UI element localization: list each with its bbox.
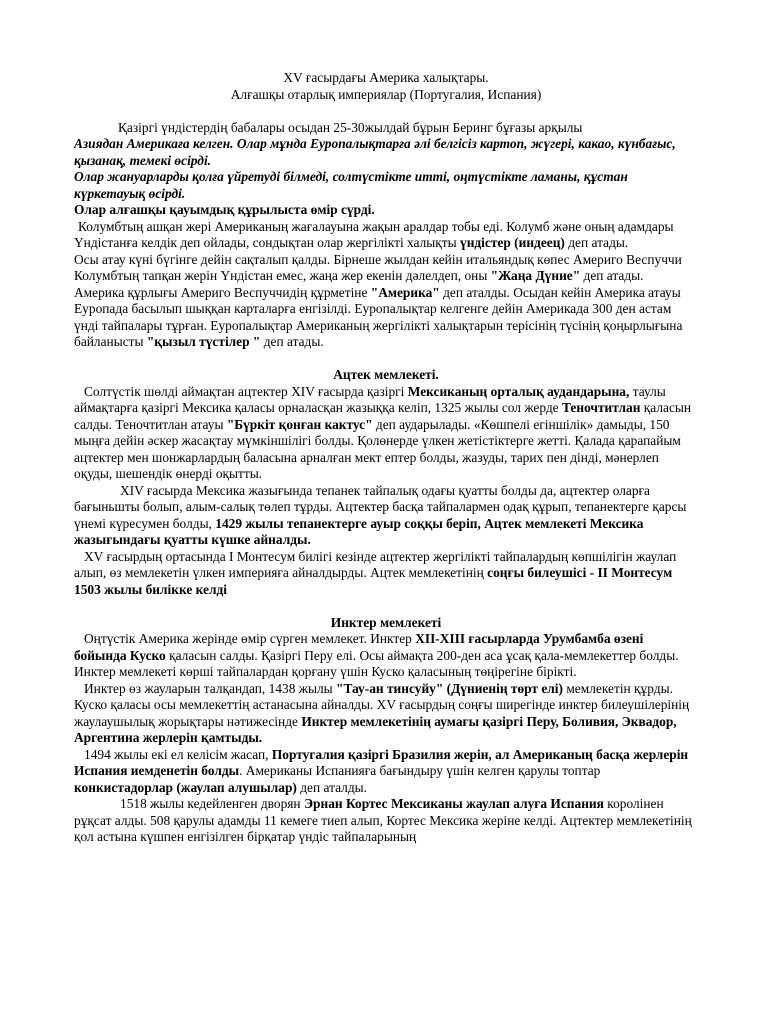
text-run: "Жаңа Дүние" xyxy=(490,268,581,283)
text-run: Олар жануарларды қолға үйретуді білмеді, солтүстікте итті, оңтүстікте ламаны, құстан күркетауық өсірді. xyxy=(74,169,628,201)
text-run: Инктер мемлекетінің аумағы қазіргі Перу, Боливия, Эквадор, Аргентина жерлерін қамтыды. xyxy=(74,713,677,745)
aztec-heading xyxy=(74,367,698,384)
columbus-paragraph xyxy=(74,219,698,252)
text-run: 1494 жылы екі ел келісім жасап, xyxy=(84,746,272,762)
text-run: "Америка" xyxy=(370,284,440,300)
text-run: Америка құрлығы Америго Веспуччидің құрметіне xyxy=(74,284,371,300)
text-run: Олар алғашқы қауымдық құрылыста өмір сүрді. xyxy=(74,202,375,217)
text-run: Инктер мемлекеті xyxy=(330,614,442,630)
columbus-paragraph-2 xyxy=(74,252,698,285)
text-run: Ацтек мемлекеті. xyxy=(333,367,439,382)
text-run: деп атады. xyxy=(564,235,629,250)
text-run: Қазіргі үндістердің бабалары осыдан 25-30жылдай бұрын Беринг бұғазы арқылы xyxy=(118,119,583,135)
columbus-paragraph-3 xyxy=(74,285,698,351)
inca-paragraph-3 xyxy=(74,747,698,797)
intro-paragraph-2 xyxy=(74,169,698,202)
document-page xyxy=(74,70,698,846)
text-run: XIV ғасырда Мексика жазығында тепанек тайпалық одағы қуатты болды да, ацтектер оларға бағыньшты болып, алым-салық төлеп тұрды. Ацтектер басқа тайпалармен одақ құрып, тепанектерге қарсы үнемі күресумен болды, xyxy=(74,482,687,531)
text-run: 1518 жылы кедейленген дворян xyxy=(120,796,304,811)
text-run: "Бүркіт қонған кактус" xyxy=(226,416,373,432)
document-title: XV ғасырдағы Америка халықтары. xyxy=(283,70,489,85)
aztec-paragraph-2 xyxy=(74,483,698,549)
text-run: королінен рұқсат алды. 508 қарулы адамды 11 кемеге тиеп алып, Кортес Мексика жеріне келді. Ацтектер мемлекетінің қол астына күшпен енгізілген бірқатар үндіс тайпаларының xyxy=(74,796,692,844)
text-run: Колумбтың ашқан жері Американың жағалауына жақын аралдар тобы еді. Колумб және оның адамдары Үндістанға келдік деп ойлады, сондықтан олар жергілікті халықты xyxy=(74,218,674,250)
aztec-paragraph-3 xyxy=(74,549,698,599)
text-run: Осы атау күні бүгінге дейін сақталып қалды. Бірнеше жылдан кейін итальяндық көпес Америго Веспуччи Колумбтың тапқан жерін Үндістан емес, жаңа жер екенін дәлелдеп, оны xyxy=(74,251,682,283)
inca-paragraph-2 xyxy=(74,681,698,747)
text-run: таулы аймақтарға қазіргі Мексика қаласы орналасқан жазыққа келіп, 1325 жылы сол жерде xyxy=(74,383,666,415)
inca-paragraph-4 xyxy=(74,796,698,846)
text-run: мемлекетін құрды. Куско қаласы осы мемлекеттің астанасына айналды. XV ғасырдың соңғы ширегінде инктер билеушілерінің жаулаушылық жорықтары нәтижесінде xyxy=(74,680,690,729)
text-run: Португалия қазіргі Бразилия жерін, ал Американың басқа жерлерін Испания иемденетін болды xyxy=(74,746,689,778)
text-run: деп аталды. Осыдан кейін Америка атауы Еуропада басылып шыққан карталарға енгізілді. Еуропалықтар келгенге дейін Америкада 300 ден астам үнді тайпалары тұрған. Еуропалықтар Американың жергілікті халықтарын терісінің түсінің қоңырлығына байланысты xyxy=(74,284,683,349)
intro-paragraph xyxy=(74,120,698,170)
aztec-paragraph xyxy=(74,384,698,483)
intro-paragraph-3 xyxy=(74,202,698,219)
inca-paragraph xyxy=(74,631,698,681)
text-run: деп аударылады. «Көшпелі егіншілік» дамыды, 150 мыңға дейін әскер жасақтау мүмкіншілігі болды. Қолөнерде үлкен жетістіктерге жетті. Қалада қарапайым ацтектер мен шонжарлардың баласына арналған мект ептер болды, жазуды, тарих пен дінді, мәнерлеп оқуды, шешендік өнерді оқытты. xyxy=(74,416,681,481)
text-run: конкистадорлар (жаулап алушылар) xyxy=(74,779,297,795)
text-run: . Американы Испанияға бағындыру үшін келген қарулы топтар xyxy=(239,763,601,778)
inca-heading xyxy=(74,615,698,632)
text-run: Эрнан Кортес Мексиканы жаулап алуға Испания xyxy=(303,796,604,811)
text-run: Мексиканың орталық аудандарына, xyxy=(407,383,630,399)
text-run: Азиядан Америкаға келген. Олар мұнда Еуропалықтарға әлі белгісіз картоп, жүгері, какао, күнбағыс, қызанақ, темекі өсірді. xyxy=(74,136,676,168)
text-run: "Тау-ан тинсуйу" (Дүниенің төрт елі) xyxy=(336,680,563,696)
document-subtitle: Алғашқы отарлық империялар (Португалия, Испания) xyxy=(230,86,542,102)
text-run: XV ғасырдың ортасында І Монтесум билігі кезінде ацтектер жергілікті тайпалардың көпшілігін жаулап алып, өз мемлекетін үлкен империяға айналдырды. Ацтек мемлекетінің xyxy=(74,548,677,580)
text-run: Теночтитлан xyxy=(561,400,641,415)
text-run: "қызыл түстілер " xyxy=(146,334,261,349)
text-run: XII-XIII ғасырларда Урумбамба өзені бойында Куско xyxy=(74,631,644,663)
text-run: деп атады. xyxy=(580,268,644,283)
text-run: 1429 жылы тепанектерге ауыр соққы беріп, Ацтек мемлекеті Мексика жазығындағы қуатты күшке айналды. xyxy=(74,515,644,547)
text-run: деп аталды. xyxy=(296,779,368,795)
text-run: соңғы билеушісі - ІІ Монтесум 1503 жылы билікке келді xyxy=(74,565,673,597)
text-run: қаласын салды. Теночтитлан атауы xyxy=(74,400,692,432)
text-run: Инктер өз жауларын талқандап, 1438 жылы xyxy=(84,680,337,696)
text-run: Солтүстік шөлді аймақтан ацтектер XIV ғасырда қазіргі xyxy=(84,383,408,399)
text-run: үндістер (индеец) xyxy=(460,235,565,250)
text-run: деп атады. xyxy=(260,334,324,349)
text-run: қаласын салды. Қазіргі Перу елі. Осы аймақта 200-ден аса ұсақ қала-мемлекеттер болды. Инктер мемлекеті көрші тайпалардан қорғану үшін Куско қаласының төңірегіне бірікті. xyxy=(74,647,679,679)
text-run: Оңтүстік Америка жерінде өмір сүрген мемлекет. Инктер xyxy=(84,631,416,646)
